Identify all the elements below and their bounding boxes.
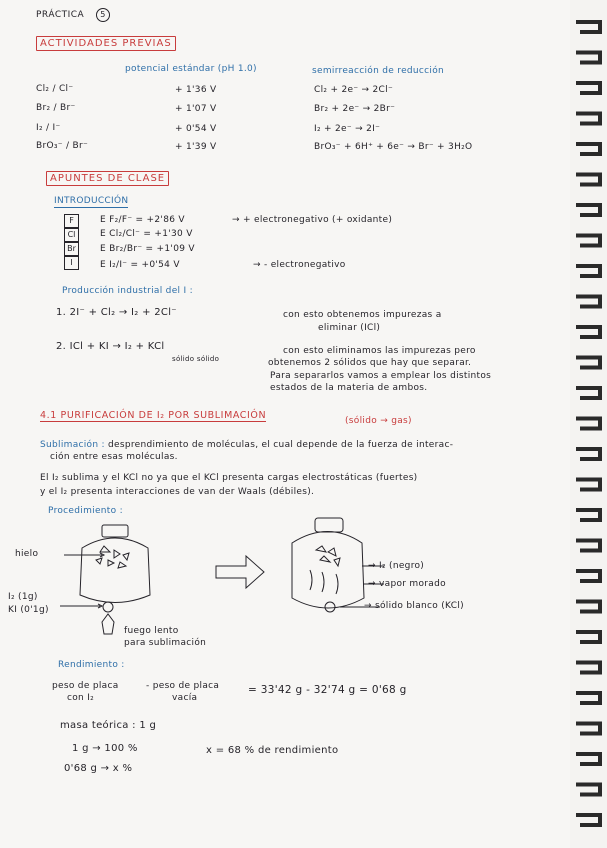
equation-2: 2. ICl + KI → I₂ + KCl xyxy=(56,341,165,352)
sublimacion-label: Sublimación : xyxy=(40,440,105,450)
spiral-ring xyxy=(576,480,600,490)
flask-left xyxy=(80,538,150,603)
potential-cell: + 1'07 V xyxy=(175,104,217,114)
weight-full: peso de placa xyxy=(52,681,119,691)
potential-line: E Cl₂/Cl⁻ = +1'30 V xyxy=(100,229,193,239)
spiral-ring xyxy=(576,388,600,398)
spiral-ring xyxy=(576,53,600,63)
spiral-ring xyxy=(576,510,600,520)
spiral-binding xyxy=(570,0,607,848)
pair-cell: Br₂ / Br⁻ xyxy=(36,103,76,113)
paragraph-line: El I₂ sublima y el KCl no ya que el KCl presenta cargas electrostáticas (fuertes) xyxy=(40,473,418,483)
equation-2-states: sólido sólido xyxy=(172,355,220,363)
page-title: PRÁCTICA xyxy=(36,10,85,20)
potential-cell: + 0'54 V xyxy=(175,124,217,134)
potential-line: E I₂/I⁻ = +0'54 V xyxy=(100,260,180,270)
sublimacion-text: desprendimiento de moléculas, el cual depende de la fuerza de interac- xyxy=(108,440,454,450)
spiral-ring xyxy=(576,785,600,795)
section-title-apuntes: APUNTES DE CLASE xyxy=(46,171,169,186)
sublimed-crystals xyxy=(316,546,340,566)
equation-2-note: Para separarlos vamos a emplear los distintos xyxy=(270,371,492,381)
element-box: F xyxy=(64,214,79,228)
reaction-cell: Cl₂ + 2e⁻ → 2Cl⁻ xyxy=(314,85,393,95)
circled-number-icon: 5 xyxy=(96,8,110,22)
yield-calculation: = 33'42 g - 32'74 g = 0'68 g xyxy=(248,684,407,696)
equation-1: 1. 2I⁻ + Cl₂ → I₂ + 2Cl⁻ xyxy=(56,307,177,318)
rule-of-three: 0'68 g → x % xyxy=(64,763,133,774)
pair-cell: BrO₃⁻ / Br⁻ xyxy=(36,141,88,151)
potential-cell: + 1'36 V xyxy=(175,85,217,95)
reaction-cell: I₂ + 2e⁻ → 2I⁻ xyxy=(314,124,381,134)
burner-spot xyxy=(103,602,113,612)
section-subtitle: (sólido → gas) xyxy=(345,416,412,426)
equation-1-note: con esto obtenemos impurezas a xyxy=(283,310,442,320)
spiral-ring xyxy=(576,114,600,124)
spiral-ring xyxy=(576,449,600,459)
spiral-ring xyxy=(576,236,600,246)
rule-of-three: 1 g → 100 % xyxy=(72,743,138,754)
spiral-ring xyxy=(576,724,600,734)
potential-cell: + 1'39 V xyxy=(175,142,217,152)
rendimiento-heading: Rendimiento : xyxy=(58,660,125,670)
spiral-ring xyxy=(576,175,600,185)
produccion-heading: Producción industrial del I : xyxy=(62,286,193,296)
weight-empty: vacía xyxy=(172,693,198,703)
spiral-ring xyxy=(576,571,600,581)
ice-cap xyxy=(102,525,128,537)
label-iodine-black: → I₂ (negro) xyxy=(368,561,425,571)
section-title-4-1: 4.1 PURIFICACIÓN DE I₂ POR SUBLIMACIÓN xyxy=(40,410,267,421)
section-title-actividades: ACTIVIDADES PREVIAS xyxy=(36,36,176,51)
vapor-lines xyxy=(310,570,338,594)
spiral-ring xyxy=(576,144,600,154)
spiral-ring xyxy=(576,22,600,32)
electronegativity-note-low: → - electronegativo xyxy=(253,260,346,270)
pair-cell: Cl₂ / Cl⁻ xyxy=(36,84,74,94)
procedimiento-heading: Procedimiento : xyxy=(48,506,123,516)
label-fire: para sublimación xyxy=(124,638,207,648)
electronegativity-note-high: → + electronegativo (+ oxidante) xyxy=(232,215,393,225)
weight-empty-label: - peso de placa xyxy=(146,681,220,691)
column-header-potential: potencial estándar (pH 1.0) xyxy=(125,64,257,74)
spiral-ring xyxy=(576,541,600,551)
reaction-cell: Br₂ + 2e⁻ → 2Br⁻ xyxy=(314,104,396,114)
label-white-solid: → sólido blanco (KCl) xyxy=(364,601,464,611)
equation-2-note: con esto eliminamos las impurezas pero xyxy=(283,346,476,356)
potential-line: E F₂/F⁻ = +2'86 V xyxy=(100,215,185,225)
label-fire: fuego lento xyxy=(124,626,179,636)
column-header-reaction: semirreacción de reducción xyxy=(312,66,445,76)
spiral-ring xyxy=(576,327,600,337)
spiral-ring xyxy=(576,83,600,93)
label-purple-vapor: → vapor morado xyxy=(368,579,446,589)
element-box: I xyxy=(64,256,79,270)
spiral-ring xyxy=(576,632,600,642)
element-box: Br xyxy=(64,242,79,256)
spiral-ring xyxy=(576,815,600,825)
sublimacion-text: ción entre esas moléculas. xyxy=(50,452,178,462)
weight-full: con I₂ xyxy=(67,693,95,703)
spiral-ring xyxy=(576,663,600,673)
potential-line: E Br₂/Br⁻ = +1'09 V xyxy=(100,244,195,254)
equation-2-note: estados de la materia de ambos. xyxy=(270,383,428,393)
label-ki: KI (0'1g) xyxy=(8,605,49,615)
spiral-ring xyxy=(576,358,600,368)
process-arrow xyxy=(216,556,264,588)
theoretical-mass: masa teórica : 1 g xyxy=(60,720,157,731)
spiral-ring xyxy=(576,266,600,276)
spiral-ring xyxy=(576,297,600,307)
spiral-ring xyxy=(576,205,600,215)
subsection-title-introduccion: INTRODUCCIÓN xyxy=(54,196,129,206)
flame xyxy=(102,614,114,634)
spiral-ring xyxy=(576,693,600,703)
flask-right xyxy=(292,532,364,609)
equation-2-note: obtenemos 2 sólidos que hay que separar. xyxy=(268,358,472,368)
paragraph-line: y el I₂ presenta interacciones de van der Waals (débiles). xyxy=(40,487,315,497)
reaction-cell: BrO₃⁻ + 6H⁺ + 6e⁻ → Br⁻ + 3H₂O xyxy=(314,142,473,152)
element-box: Cl xyxy=(64,228,79,242)
label-iodine: I₂ (1g) xyxy=(8,592,38,602)
spiral-ring xyxy=(576,419,600,429)
yield-result: x = 68 % de rendimiento xyxy=(206,745,339,756)
pair-cell: I₂ / I⁻ xyxy=(36,123,61,133)
spiral-ring xyxy=(576,602,600,612)
spiral-ring xyxy=(576,754,600,764)
equation-1-note: eliminar (ICl) xyxy=(318,323,381,333)
label-ice: hielo xyxy=(15,549,39,559)
